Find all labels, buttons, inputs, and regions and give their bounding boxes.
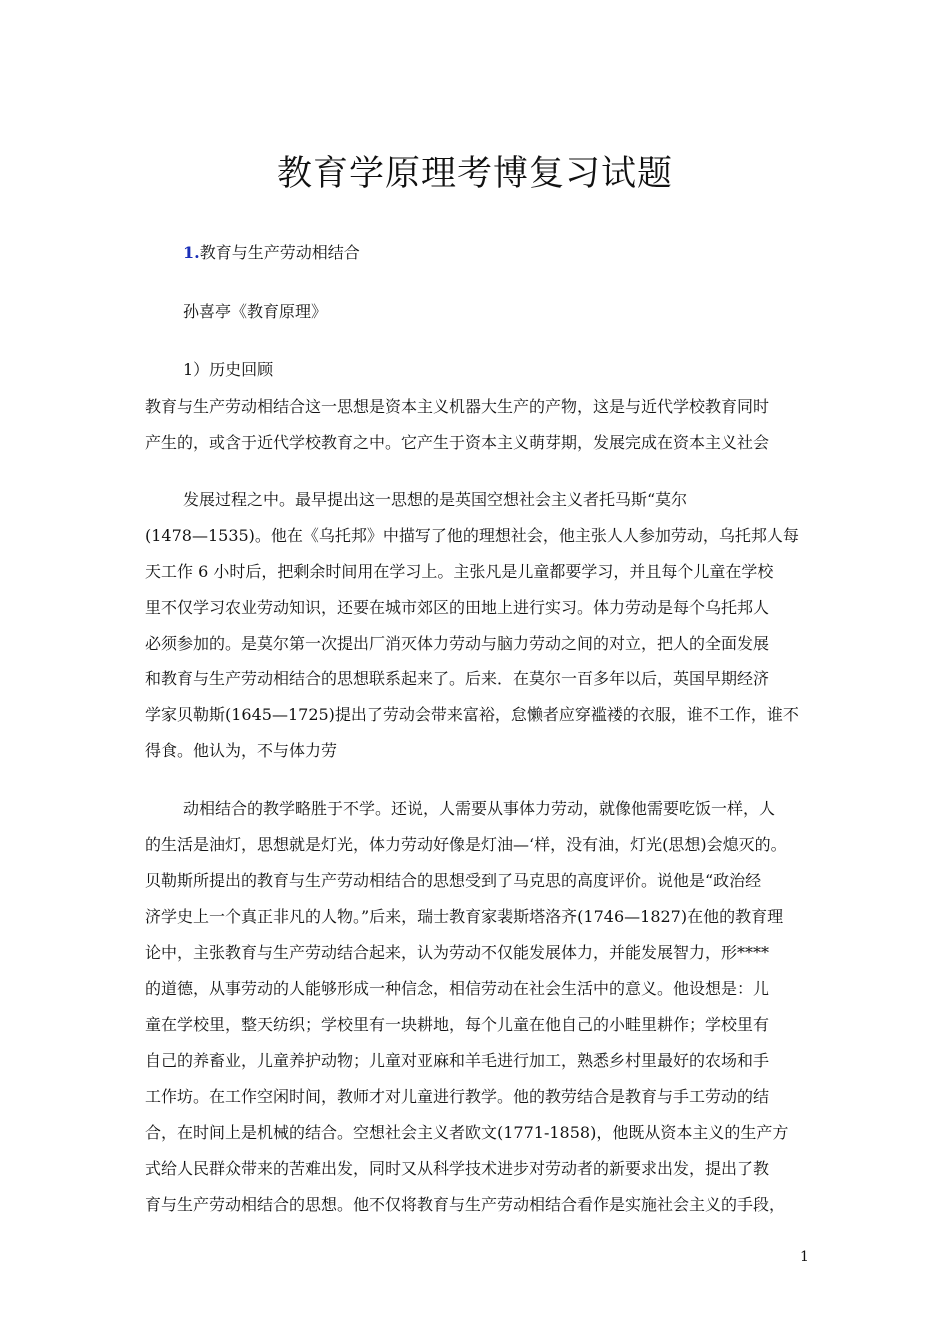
paragraph-3-line: 童在学校里，整天纺织；学校里有一块耕地，每个儿童在他自己的小畦里耕作；学校里有 [145,1015,770,1034]
section-title: 教育与生产劳动相结合 [199,243,360,262]
section-heading [183,242,360,264]
paragraph-1-line: 产生的，或含于近代学校教育之中。它产生于资本主义萌芽期，发展完成在资本主义社会 [145,433,770,452]
paragraph-3-line: 自己的养畜业，儿童养护动物；儿童对亚麻和羊毛进行加工，熟悉乡村里最好的农场和手 [145,1051,770,1070]
paragraph-3-line: 工作坊。在工作空闲时间，教师才对儿童进行教学。他的教劳结合是教育与手工劳动的结 [145,1087,770,1106]
section-number: 1. [183,243,200,262]
paragraph-3-line: 式给人民群众带来的苦难出发，同时又从科学技术进步对劳动者的新要求出发，提出了教 [145,1159,770,1178]
paragraph-3-line: 合，在时间上是机械的结合。空想社会主义者欧文(1771-1858)，他既从资本主义的生产方 [145,1123,789,1142]
paragraph-2-line: 必须参加的。是莫尔第一次提出厂消灭体力劳动与脑力劳动之间的对立，把人的全面发展 [145,634,770,653]
paragraph-2-line: (1478—1535)。他在《乌托邦》中描写了他的理想社会，他主张人人参加劳动，乌托邦人每 [145,526,799,545]
paragraph-2-line: 天工作 6 小时后，把剩余时间用在学习上。主张凡是儿童都要学习，并且每个儿童在学校 [145,562,774,581]
paragraph-3-line: 的道德，从事劳动的人能够形成一种信念，相信劳动在社会生活中的意义。他设想是：儿 [145,979,770,998]
paragraph-2-line: 学家贝勒斯(1645—1725)提出了劳动会带来富裕，怠懒者应穿褴褛的衣服，谁不工作，谁不 [145,705,799,724]
paragraph-1-line: 教育与生产劳动相结合这一思想是资本主义机器大生产的产物，这是与近代学校教育同时 [145,397,770,416]
paragraph-2-line: 得食。他认为，不与体力劳 [145,741,338,760]
paragraph-2-line: 和教育与生产劳动相结合的思想联系起来了。后来．在莫尔一百多年以后，英国早期经济 [145,669,770,688]
subheading: 1）历史回顾 [183,360,274,379]
source-reference: 孙喜亭《教育原理》 [183,302,328,321]
paragraph-2-line: 里不仅学习农业劳动知识，还要在城市郊区的田地上进行实习。体力劳动是每个乌托邦人 [145,598,770,617]
page-number: 1 [800,1249,809,1265]
paragraph-3-line: 贝勒斯所提出的教育与生产劳动相结合的思想受到了马克思的高度评价。说他是“政治经 [145,871,762,890]
document-title: 教育学原理考博复习试题 [276,154,673,194]
paragraph-3-line: 论中，主张教育与生产劳动结合起来，认为劳动不仅能发展体力，并能发展智力，形**** [145,943,770,962]
paragraph-3-line: 济学史上一个真正非凡的人物。”后来，瑞士教育家裴斯塔洛齐(1746—1827)在他的教育理 [145,907,784,926]
paragraph-3-line: 的生活是油灯，思想就是灯光，体力劳动好像是灯油—‘样，没有油，灯光(思想)会熄灭的。 [145,835,787,854]
paragraph-3-line: 动相结合的教学略胜于不学。还说，人需要从事体力劳动，就像他需要吃饭一样，人 [183,799,776,818]
paragraph-2-line: 发展过程之中。最早提出这一思想的是英国空想社会主义者托马斯“莫尔 [183,490,688,509]
paragraph-3-line: 育与生产劳动相结合的思想。他不仅将教育与生产劳动相结合看作是实施社会主义的手段， [145,1195,786,1214]
